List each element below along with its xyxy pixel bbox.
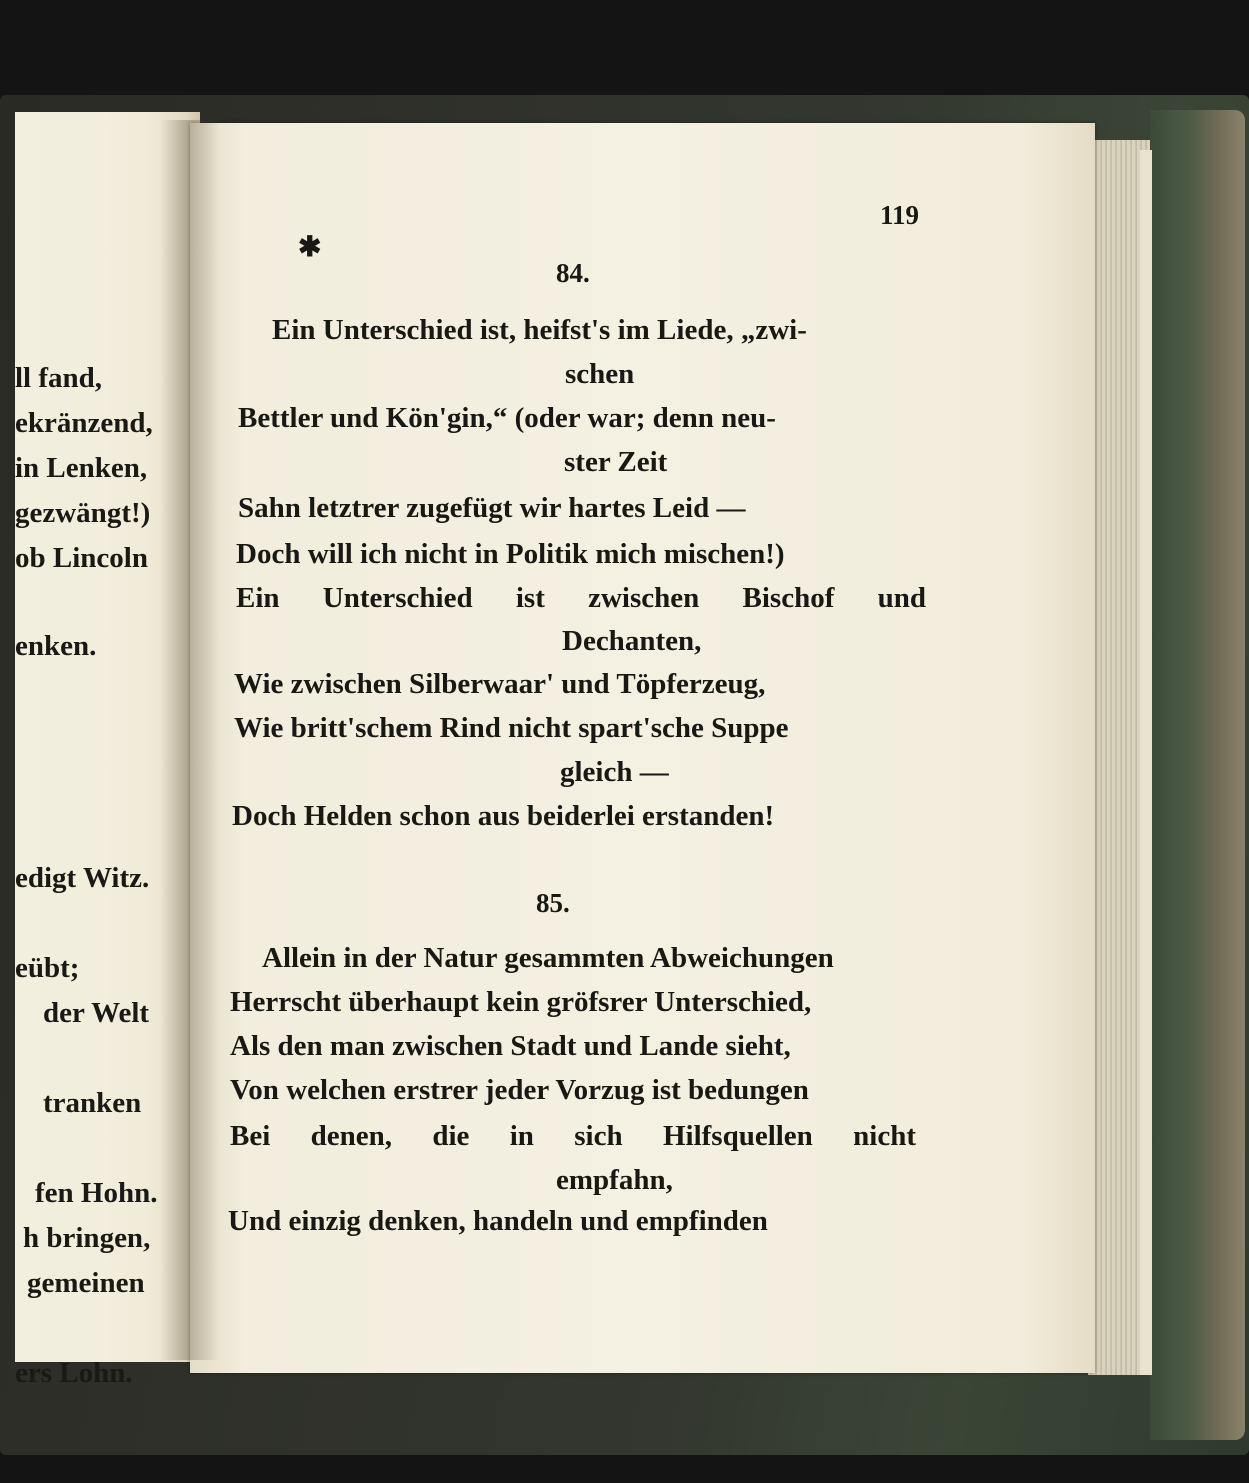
left-line: fen Hohn. — [35, 1177, 158, 1209]
verse-line: Sahn letztrer zugefügt wir hartes Leid — — [238, 492, 746, 524]
verse-line: Bettler und Kön'gin,“ (oder war; denn neu- — [238, 402, 776, 434]
verse-line: Wie zwischen Silberwaar' und Töpferzeug, — [234, 668, 766, 700]
verse-line: Bei denen, die in sich Hilfsquellen nicht — [230, 1120, 916, 1152]
verse-line: Allein in der Natur gesammten Abweichungen — [262, 942, 834, 974]
left-line: eübt; — [15, 952, 80, 984]
gutter-shadow — [160, 120, 220, 1360]
left-line: tranken — [43, 1087, 142, 1119]
left-line: in Lenken, — [15, 452, 148, 484]
left-line: ers Lohn. — [15, 1357, 133, 1389]
left-line: ob Lincoln — [15, 542, 148, 574]
verse-line: Ein Unterschied ist, heifst's im Liede, „zwi- — [272, 314, 807, 346]
verse-line: Doch will ich nicht in Politik mich mischen!) — [236, 538, 785, 570]
stanza-number-84: 84. — [556, 258, 590, 288]
left-line: enken. — [15, 630, 97, 662]
verse-line: Dechanten, — [562, 625, 702, 657]
verse-line: gleich — — [560, 756, 669, 788]
verse-line: ster Zeit — [564, 446, 668, 478]
page-number: 119 — [880, 200, 920, 230]
left-line: h bringen, — [23, 1222, 151, 1254]
verse-line: Ein Unterschied ist zwischen Bischof und — [236, 582, 926, 614]
left-line: gemeinen — [27, 1267, 145, 1299]
verse-line: Als den man zwischen Stadt und Lande sieht, — [230, 1030, 791, 1062]
left-line: ll fand, — [15, 362, 103, 394]
left-line: der Welt — [43, 997, 150, 1029]
verse-line: Von welchen erstrer jeder Vorzug ist bedungen — [230, 1074, 809, 1106]
verse-line: Doch Helden schon aus beiderlei erstanden! — [232, 800, 775, 832]
page-block-edge-highlight — [1140, 150, 1152, 1375]
verse-line: schen — [565, 358, 635, 390]
verse-line: Herrscht überhaupt kein gröfsrer Unterschied, — [230, 986, 812, 1018]
stanza-number-85: 85. — [536, 888, 570, 918]
verse-line: empfahn, — [556, 1164, 673, 1196]
ornament-asterisk-icon: ✱ — [298, 232, 322, 263]
left-line: edigt Witz. — [15, 862, 150, 894]
verse-line: Und einzig denken, handeln und empfinden — [228, 1205, 768, 1237]
book-cover-edge — [1150, 110, 1245, 1440]
left-line: gezwängt!) — [15, 497, 151, 529]
left-line: ekränzend, — [15, 407, 153, 439]
verse-line: Wie britt'schem Rind nicht spart'sche Suppe — [234, 712, 789, 744]
